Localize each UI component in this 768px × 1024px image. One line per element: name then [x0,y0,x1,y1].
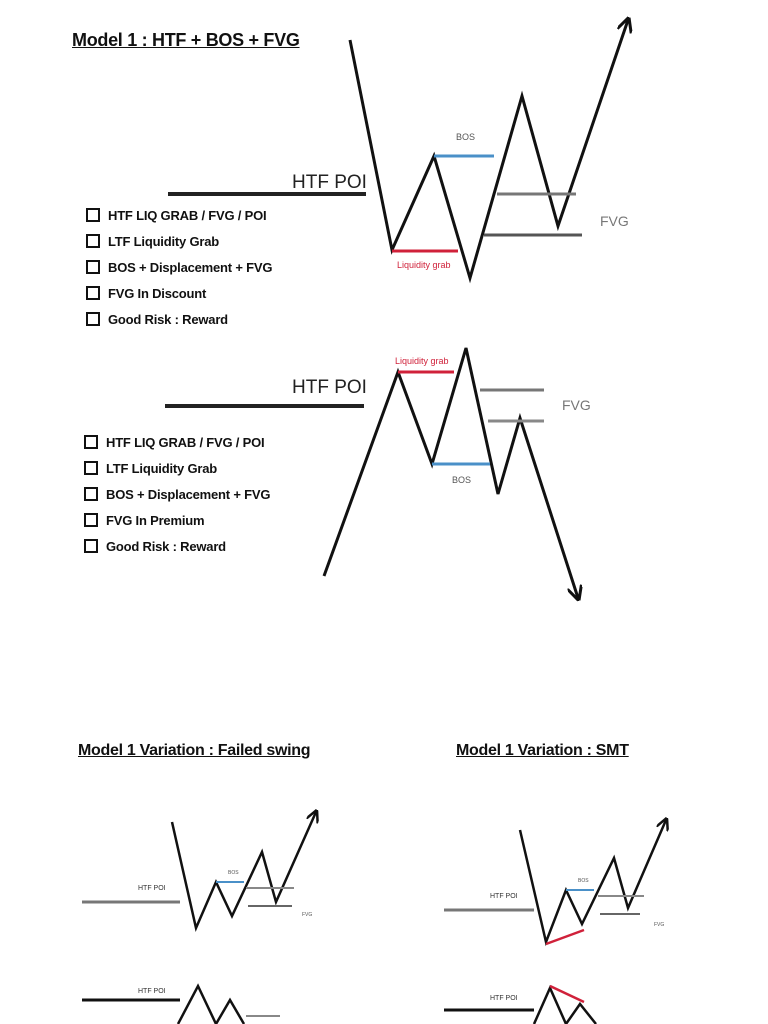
htf-poi-label-bottom: HTF POI [138,988,166,995]
htf-poi-label: HTF POI [138,885,166,892]
bullish-diagram [168,20,629,278]
bos-label: BOS [456,132,476,142]
failed-swing-bottom-price-path [178,986,244,1024]
fvg-label: FVG [654,922,665,928]
smt-divergence-line [546,930,584,944]
smt-diagram [444,820,666,1024]
fvg-label: FVG [302,912,313,918]
checklist-label: BOS + Displacement + FVG [108,259,273,275]
bos-label: BOS [578,878,589,884]
checklist-label: HTF LIQ GRAB / FVG / POI [106,434,265,450]
liquidity-grab-label: Liquidity grab [395,356,449,366]
checklist-label: Good Risk : Reward [108,311,228,327]
bullish-price-path [350,20,628,278]
failed-swing-title: Model 1 Variation : Failed swing [78,742,311,759]
fvg-label: FVG [562,397,591,413]
smt-title: Model 1 Variation : SMT [456,742,629,759]
bos-label: BOS [228,870,239,876]
htf-poi-label: HTF POI [292,377,367,398]
htf-poi-label-bottom: HTF POI [490,995,518,1002]
htf-poi-label: HTF POI [292,172,367,193]
checklist-label: FVG In Premium [106,512,205,528]
model1-title: Model 1 : HTF + BOS + FVG [72,30,300,50]
checklist-label: LTF Liquidity Grab [108,233,219,249]
checklist-label: FVG In Discount [108,285,207,301]
failed-swing-diagram [82,812,316,1024]
smt-price-path [520,820,666,942]
checklist-label: HTF LIQ GRAB / FVG / POI [108,207,267,223]
liquidity-grab-label: Liquidity grab [397,260,451,270]
fvg-label: FVG [600,213,629,229]
checklist-label: BOS + Displacement + FVG [106,486,271,502]
checklist-label: Good Risk : Reward [106,538,226,554]
htf-poi-label: HTF POI [490,893,518,900]
bos-label: BOS [452,475,472,485]
bearish-diagram [165,348,591,598]
checklist-label: LTF Liquidity Grab [106,460,217,476]
failed-swing-price-path [172,812,316,928]
